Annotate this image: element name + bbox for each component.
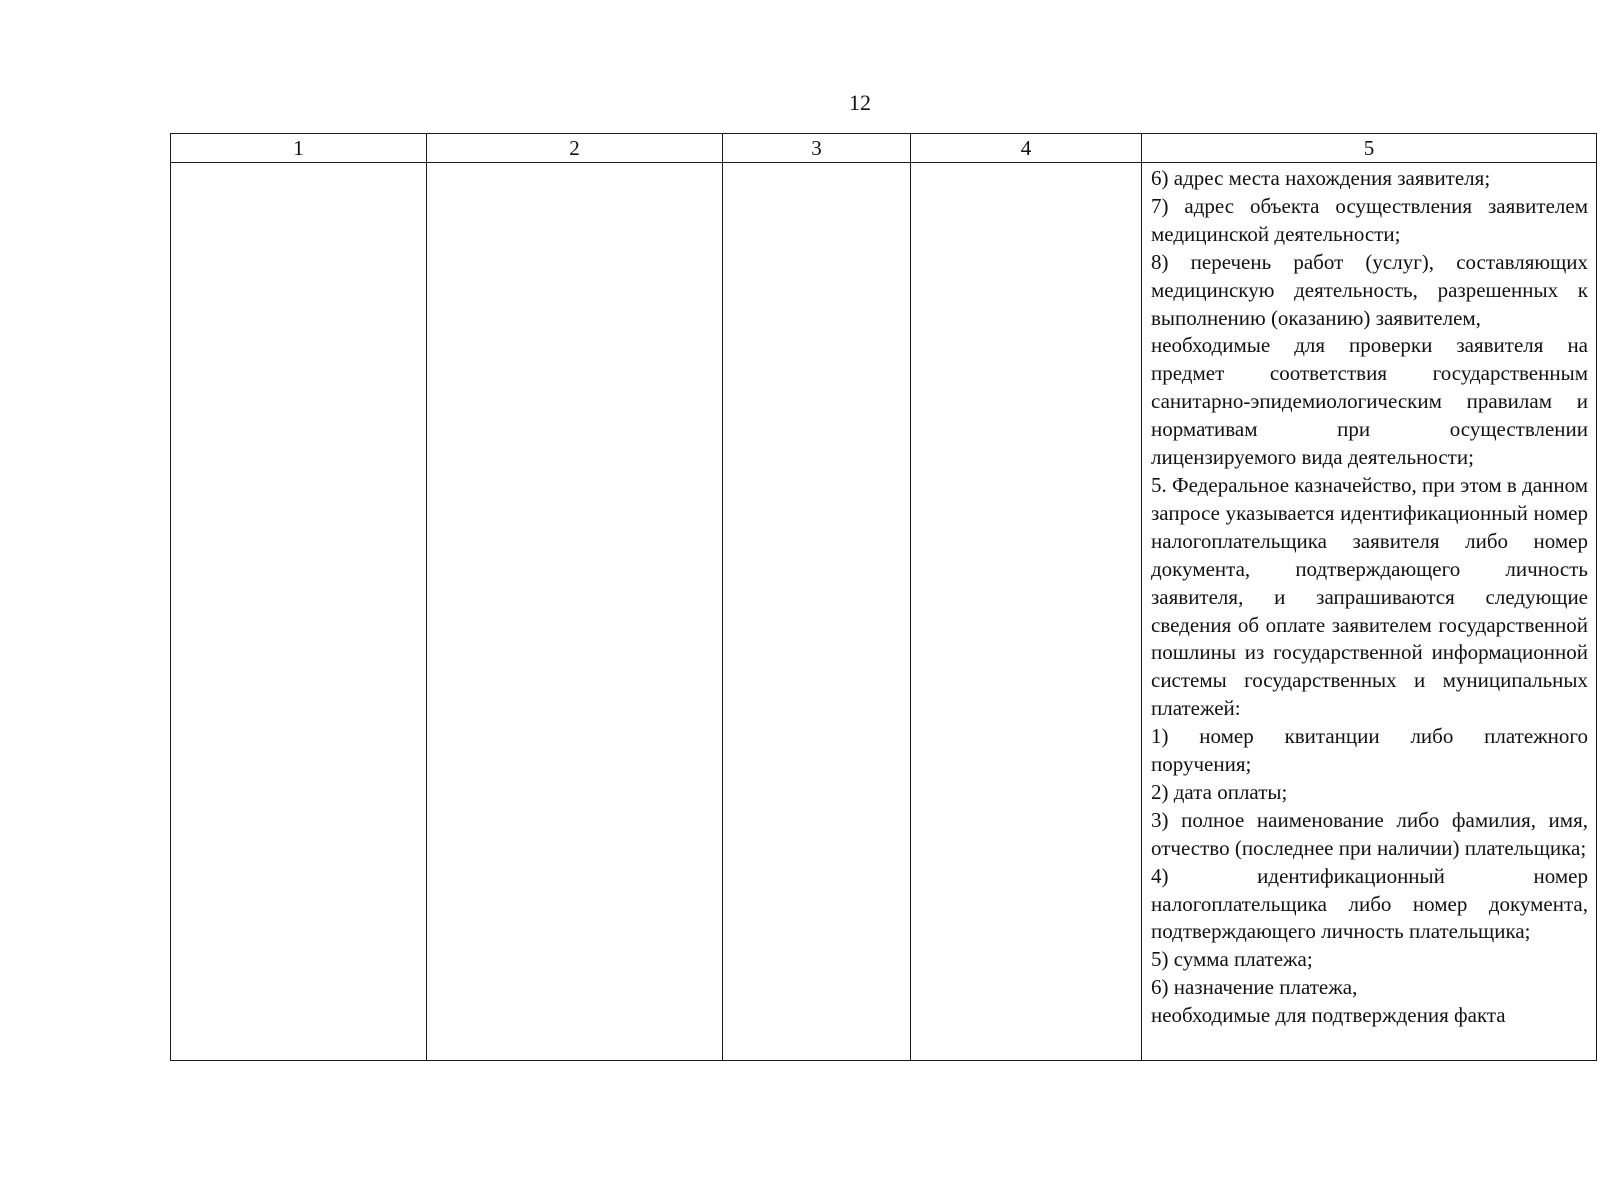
column-header-2: 2 <box>427 134 723 163</box>
table-cell-col1 <box>171 163 427 1061</box>
paragraph: 6) назначение платежа, <box>1151 975 1358 1000</box>
paragraph: 6) адрес места нахождения заявителя; <box>1151 166 1491 190</box>
paragraph: 8) перечень работ (услуг), составляющих медицинскую деятельность, разрешенных к выполнению (оказанию) заявителем, <box>1151 249 1588 330</box>
page-number: 12 <box>849 90 871 115</box>
paragraph: 5) сумма платежа; <box>1151 947 1313 972</box>
paragraph: 7) адрес объекта осуществления заявителем медицинской деятельности; <box>1151 193 1588 246</box>
column-header-3: 3 <box>723 134 911 163</box>
table-cell-col5 <box>1142 163 1597 1061</box>
paragraph: 2) дата оплаты; <box>1151 779 1288 804</box>
column-header-5: 5 <box>1142 134 1597 163</box>
document-table <box>170 133 1597 1061</box>
table-cell-col3 <box>723 163 911 1061</box>
paragraph: 1) номер квитанции либо платежного поручения; <box>1151 724 1588 777</box>
table-cell-col2 <box>427 163 723 1061</box>
column-header-4: 4 <box>911 134 1142 163</box>
table-cell-col4 <box>911 163 1142 1061</box>
paragraph: 3) полное наименование либо фамилия, имя, отчество (последнее при наличии) плательщика; <box>1151 807 1588 860</box>
table-header-row <box>171 134 1597 163</box>
table-row <box>171 163 1597 1061</box>
paragraph: необходимые для подтверждения факта <box>1151 1003 1506 1028</box>
paragraph: 4) идентификационный номер налогоплательщика либо номер документа, подтверждающего личность плательщика; <box>1151 863 1588 944</box>
paragraph: необходимые для проверки заявителя на предмет соответствия государственным санитарно-эпидемиологическим правилам и нормативам при осуществлении лицензируемого вида деятельности; <box>1151 333 1588 470</box>
paragraph: 5. Федеральное казначейство, при этом в данном запросе указывается идентификационный номер налогоплательщика заявителя либо номер документа, подтверждающего личность заявителя, и запрашиваются следующие сведения об оплате заявителем государственной пошлины из государственной информационной системы государственных и муниципальных платежей: <box>1151 472 1588 721</box>
column-header-1: 1 <box>171 134 427 163</box>
